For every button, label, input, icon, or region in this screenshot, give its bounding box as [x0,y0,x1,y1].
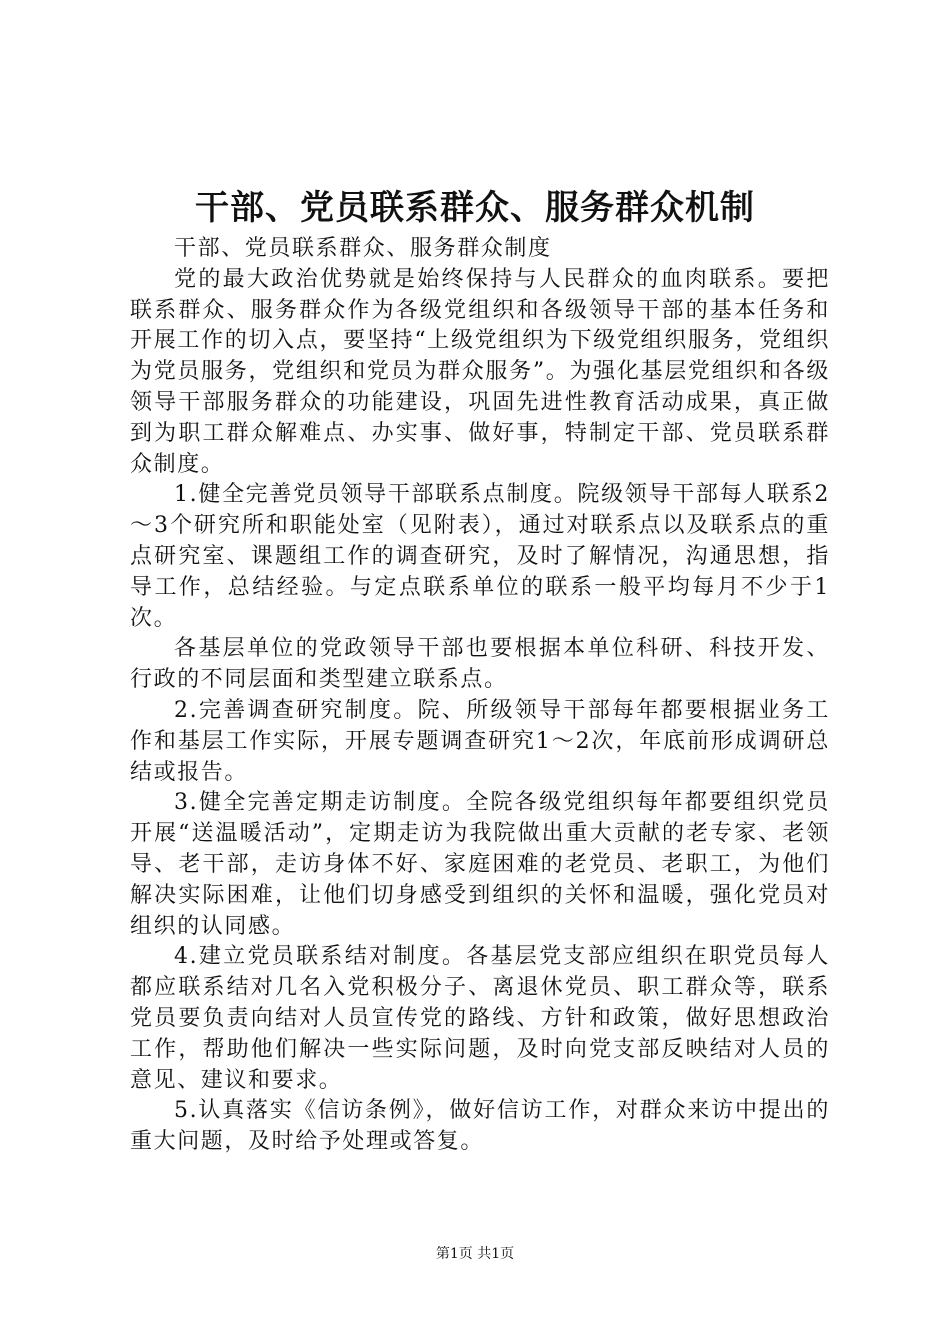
paragraph-item-1-note: 各基层单位的党政领导干部也要根据本单位科研、科技开发、行政的不同层面和类型建立联系点。 [130,636,830,693]
paragraph-intro: 党的最大政治优势就是始终保持与人民群众的血肉联系。要把联系群众、服务群众作为各级党组织和各级领导干部的基本任务和开展工作的切入点，要坚持“上级党组织为下级党组织服务，党组织为党员服务，党组织和党员为群众服务”。为强化基层党组织和各级领导干部服务群众的功能建设，巩固先进性教育活动成果，真正做到为职工群众解难点、办实事、做好事，特制定干部、党员联系群众制度。 [130,266,830,477]
paragraph-subtitle: 干部、党员联系群众、服务群众制度 [174,236,552,261]
paragraph-item-1: 1.健全完善党员领导干部联系点制度。院级领导干部每人联系2～3个研究所和职能处室（见附表），通过对联系点以及联系点的重点研究室、课题组工作的调查研究，及时了解情况，沟通思想，指导工作，总结经验。与定点联系单位的联系一般平均每月不少于1次。 [130,482,830,631]
paragraph-item-5: 5.认真落实《信访条例》，做好信访工作，对群众来访中提出的重大问题，及时给予处理或答复。 [130,1098,830,1155]
page-footer: 第1页 共1页 [435,1246,515,1262]
paragraph-item-2: 2.完善调查研究制度。院、所级领导干部每年都要根据业务工作和基层工作实际，开展专题调查研究1～2次，年底前形成调研总结或报告。 [130,697,830,785]
paragraph-item-3: 3.健全完善定期走访制度。全院各级党组织每年都要组织党员开展“送温暖活动”，定期走访为我院做出重大贡献的老专家、老领导、老干部，走访身体不好、家庭困难的老党员、老职工，为他们解决实际困难，让他们切身感受到组织的关怀和温暖，强化党员对组织的认同感。 [130,790,830,939]
document-body [130,234,830,1158]
document-title: 干部、党员联系群众、服务群众机制 [195,188,755,228]
paragraph-item-4: 4.建立党员联系结对制度。各基层党支部应组织在职党员每人都应联系结对几名入党积极分子、离退休党员、职工群众等，联系党员要负责向结对人员宣传党的路线、方针和政策，做好思想政治工作，帮助他们解决一些实际问题，及时向党支部反映结对人员的意见、建议和要求。 [130,944,830,1093]
